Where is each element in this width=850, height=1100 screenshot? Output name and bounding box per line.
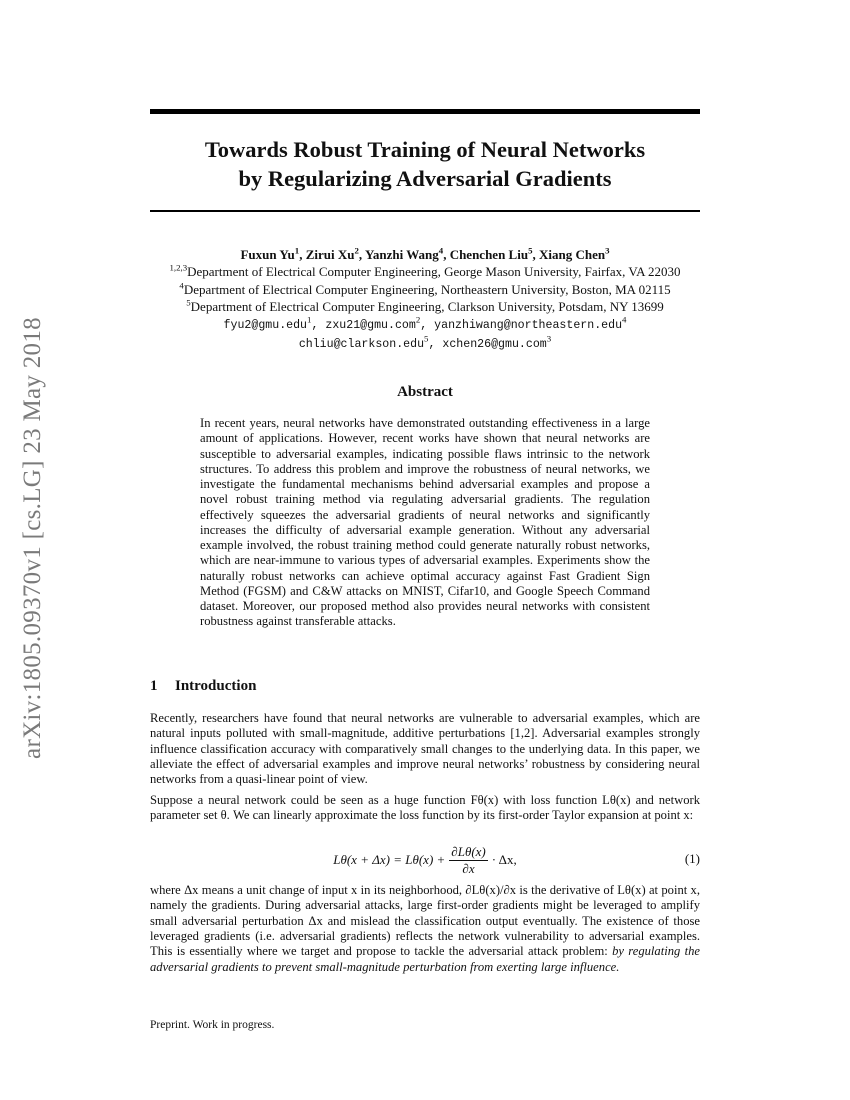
author-name: Fuxun Yu (240, 247, 295, 262)
arxiv-identifier-stamp (8, 285, 58, 790)
section-title: Introduction (175, 678, 257, 694)
intro-paragraph-3-italic: by regulating the adversarial gradients to prevent small-magnitude perturbation from exerting large influence. (150, 944, 701, 974)
author-block (120, 246, 730, 354)
author-email-link[interactable]: xchen26@gmu.com (442, 338, 547, 352)
equation-denominator: ∂x (462, 860, 475, 876)
affiliation-line (120, 281, 730, 298)
equation-rhs: · Δx, (491, 852, 517, 867)
author-name: Chenchen Liu (449, 247, 529, 262)
author-sup: 1 (294, 245, 300, 256)
affiliation-text: Department of Electrical Computer Engineering, Northeastern University, Boston, MA 02115 (183, 281, 671, 297)
intro-paragraph-3-text: where Δx means a unit change of input x in its neighborhood, ∂Lθ(x)/∂x is the derivative of Lθ(x) at point x, namely the gradients. During adversarial attacks, large first-order gradients might be leveraged to amplify small adversarial perturbation Δx and mislead the classification output eventually. The existence of those leveraged gradients (i.e. adversarial gradients) reflects the network vulnerability to adversarial examples. This is essentially where we target and propose to tackle the adversarial attack problem: (150, 883, 700, 959)
author-sup: 4 (438, 245, 444, 256)
author-email-link[interactable]: fyu2@gmu.edu (223, 319, 308, 333)
title-bottom-rule (150, 210, 700, 212)
affiliation-sup: 5 (186, 297, 191, 308)
intro-paragraph-1: Recently, researchers have found that neural networks are vulnerable to adversarial examples, which are natural inputs polluted with small-magnitude, additive perturbations [1,2]. Adversarial examples strongly influence classification accuracy with comparatively small changes to the underlying data. In this paper, we alleviate the effect of adversarial examples and improve neural networks’ robustness by considering neural networks from a quasi-linear point of view. (150, 711, 700, 787)
email-sup: 3 (546, 334, 552, 345)
email-separator: , (420, 319, 435, 333)
author-names (120, 246, 730, 263)
author-sup: 2 (354, 245, 359, 256)
section-heading-introduction (150, 678, 700, 695)
author-email-link[interactable]: yanzhiwang@northeastern.edu (434, 319, 623, 333)
author-separator: , (532, 247, 539, 262)
author-name: Zirui Xu (305, 247, 355, 262)
abstract-heading: Abstract (397, 384, 453, 400)
equation-body (150, 840, 700, 880)
email-sup: 2 (415, 314, 421, 325)
equation-numerator: ∂Lθ(x) (451, 843, 486, 859)
preprint-footnote: Preprint. Work in progress. (150, 1019, 275, 1031)
affiliation-line (120, 263, 730, 280)
author-separator: , (299, 247, 306, 262)
title-line-2: by Regularizing Adversarial Gradients (238, 166, 612, 191)
equation-number: (1) (684, 851, 700, 866)
affiliation-sup: 4 (179, 280, 184, 291)
affiliation-text: Department of Electrical Computer Engineering, George Mason University, Fairfax, VA 22030 (187, 264, 681, 280)
email-line (120, 334, 730, 353)
author-email-link[interactable]: chliu@clarkson.edu (298, 338, 425, 352)
equation-fraction (449, 844, 487, 877)
author-sup: 3 (605, 245, 610, 256)
email-line (120, 315, 730, 334)
title-line-1: Towards Robust Training of Neural Networks (204, 137, 646, 162)
affiliation-text: Department of Electrical Computer Engineering, Clarkson University, Potsdam, NY 13699 (190, 298, 664, 314)
email-sup: 5 (424, 334, 429, 345)
affiliation-line (120, 298, 730, 315)
paper-title (150, 135, 700, 193)
author-sup: 5 (528, 245, 533, 256)
equation-lhs: Lθ(x + Δx) = Lθ(x) + (333, 852, 446, 867)
author-name: Xiang Chen (539, 247, 606, 262)
author-separator: , (443, 247, 450, 262)
arxiv-identifier-text: arXiv:1805.09370v1 [cs.LG] 23 May 2018 (19, 316, 46, 759)
author-name: Yanzhi Wang (364, 247, 439, 262)
abstract-text: In recent years, neural networks have demonstrated outstanding effectiveness in a large amount of applications. However, recent works have shown that neural networks are susceptible to adversarial examples, indicating possible flaws intrinsic to the network structures. To address this problem and improve the robustness of neural networks, we investigate the fundamental mechanisms behind adversarial examples and propose a novel robust training method via regulating adversarial gradients. The regulation effectively squeezes the adversarial gradients of neural networks and significantly increases the difficulty of adversarial example generation. Without any adversarial example involved, the robust training method could generate naturally robust networks, which are near-immune to various types of adversarial examples. Experiments show the naturally robust networks can achieve optimal accuracy against Fast Gradient Sign Method (FGSM) and C&W attacks on MNIST, Cifar10, and Google Speech Command dataset. Moreover, our proposed method also provides neural networks with consistent robustness against transferable attacks. (200, 416, 650, 629)
equation-1 (150, 840, 700, 880)
section-number: 1 (150, 678, 158, 694)
email-sup: 4 (622, 314, 627, 325)
title-top-rule (150, 109, 700, 114)
intro-paragraph-2: Suppose a neural network could be seen as a huge function Fθ(x) with loss function Lθ(x) and network parameter set θ. We can linearly approximate the loss function by its first-order Taylor expansion at point x: (150, 793, 700, 823)
email-separator: , (428, 338, 443, 352)
author-separator: , (358, 247, 365, 262)
affiliation-sup: 1,2,3 (169, 263, 188, 273)
author-email-link[interactable]: zxu21@gmu.com (325, 319, 416, 333)
email-separator: , (311, 319, 326, 333)
intro-paragraph-3 (150, 883, 700, 975)
email-sup: 1 (307, 314, 312, 325)
